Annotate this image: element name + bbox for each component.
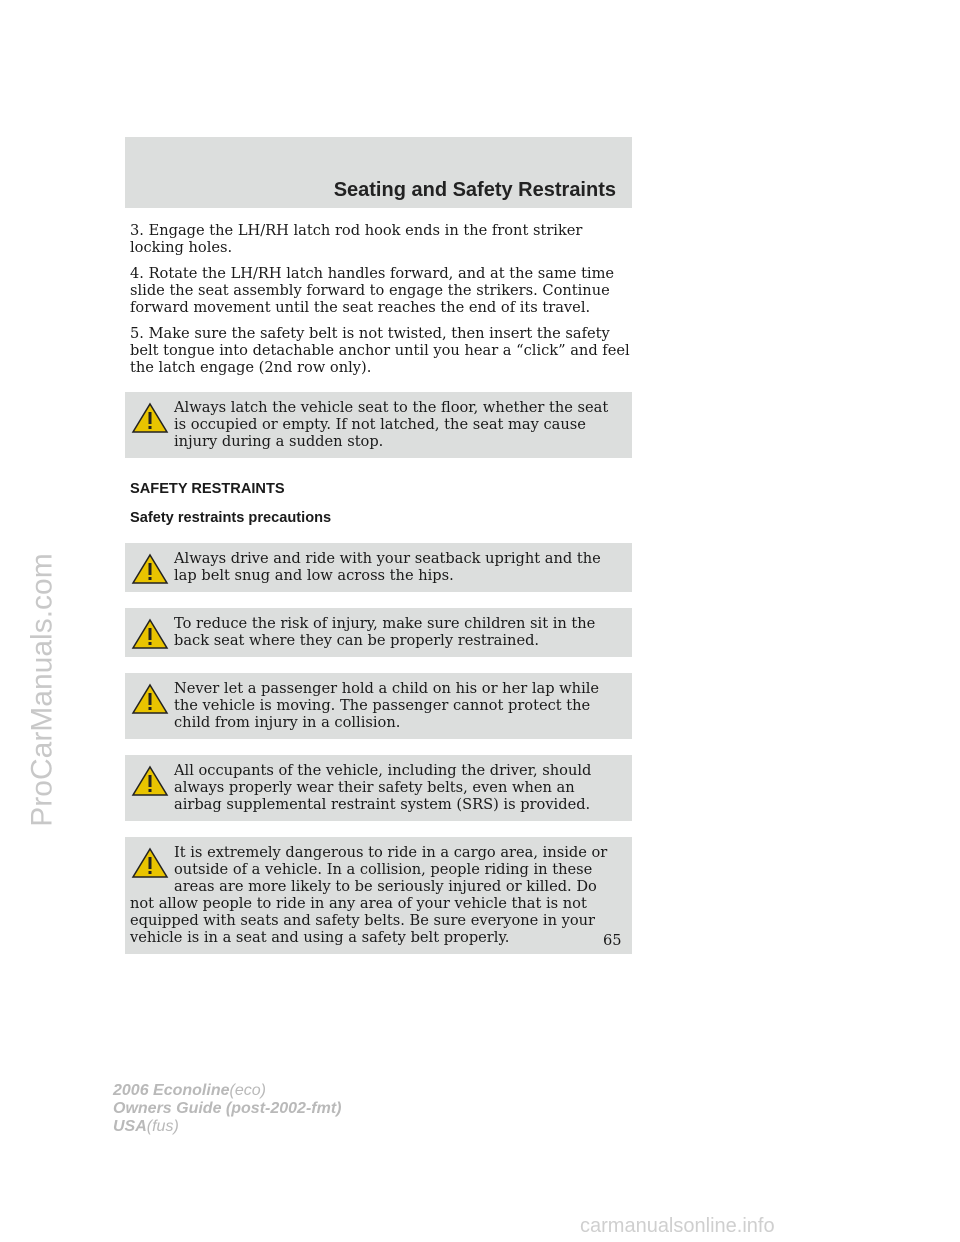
warning-box	[125, 755, 632, 821]
step-5: 5. Make sure the safety belt is not twisted, then insert the safety belt tongue into detachable anchor until you hear a “click” and feel the latch engage (2nd row only).	[130, 325, 630, 376]
warning-text: It is extremely dangerous to ride in a cargo area, inside or outside of a vehicle. In a collision, people riding in these areas are more likely to be seriously injured or killed. Do not allow people to ride in any area of your vehicle that is not equipped with seats and safety belts. Be sure everyone in your vehicle is in a seat and using a safety belt properly.	[130, 844, 608, 946]
footer-region-code: (fus)	[146, 1118, 179, 1135]
subsection-heading: Safety restraints precautions	[130, 510, 332, 526]
warning-text: Never let a passenger hold a child on his or her lap while the vehicle is moving. The passenger cannot protect the child from injury in a collision.	[174, 680, 600, 731]
warning-box-latch	[125, 392, 632, 458]
site-watermark: carmanualsonline.info	[580, 1215, 775, 1237]
warning-text: Always latch the vehicle seat to the floor, whether the seat is occupied or empty. If not latched, the seat may cause injury during a sudden stop.	[174, 399, 609, 450]
warning-triangle-icon	[130, 617, 170, 651]
warning-triangle-icon	[130, 401, 170, 435]
section-heading: SAFETY RESTRAINTS	[130, 481, 285, 497]
page-content	[125, 222, 632, 969]
warning-triangle-icon	[130, 764, 170, 798]
warning-triangle-icon	[130, 846, 170, 880]
side-watermark: ProCarManuals.com	[26, 553, 59, 827]
step-3: 3. Engage the LH/RH latch rod hook ends in the front striker locking holes.	[130, 222, 583, 256]
footer	[113, 1082, 341, 1136]
page-number: 65	[603, 932, 622, 949]
header-band	[125, 137, 632, 208]
warning-box	[125, 543, 632, 592]
warning-box	[125, 673, 632, 739]
footer-model: 2006 Econoline	[113, 1082, 230, 1099]
step-4: 4. Rotate the LH/RH latch handles forward, and at the same time slide the seat assembly forward to engage the strikers. Continue forward movement until the seat reaches the end of its travel.	[130, 265, 615, 316]
warning-text: To reduce the risk of injury, make sure children sit in the back seat where they can be properly restrained.	[174, 615, 596, 649]
warning-box	[125, 608, 632, 657]
warning-triangle-icon	[130, 682, 170, 716]
section-title: Seating and Safety Restraints	[333, 179, 616, 201]
footer-region: USA	[113, 1118, 147, 1135]
warning-text: Always drive and ride with your seatback upright and the lap belt snug and low across the hips.	[174, 550, 601, 584]
warning-box	[125, 837, 632, 954]
footer-model-code: (eco)	[229, 1082, 266, 1099]
warning-triangle-icon	[130, 552, 170, 586]
footer-guide: Owners Guide (post-2002-fmt)	[113, 1100, 342, 1117]
warning-text: All occupants of the vehicle, including the driver, should always properly wear their safety belts, even when an airbag supplemental restraint system (SRS) is provided.	[174, 762, 592, 813]
